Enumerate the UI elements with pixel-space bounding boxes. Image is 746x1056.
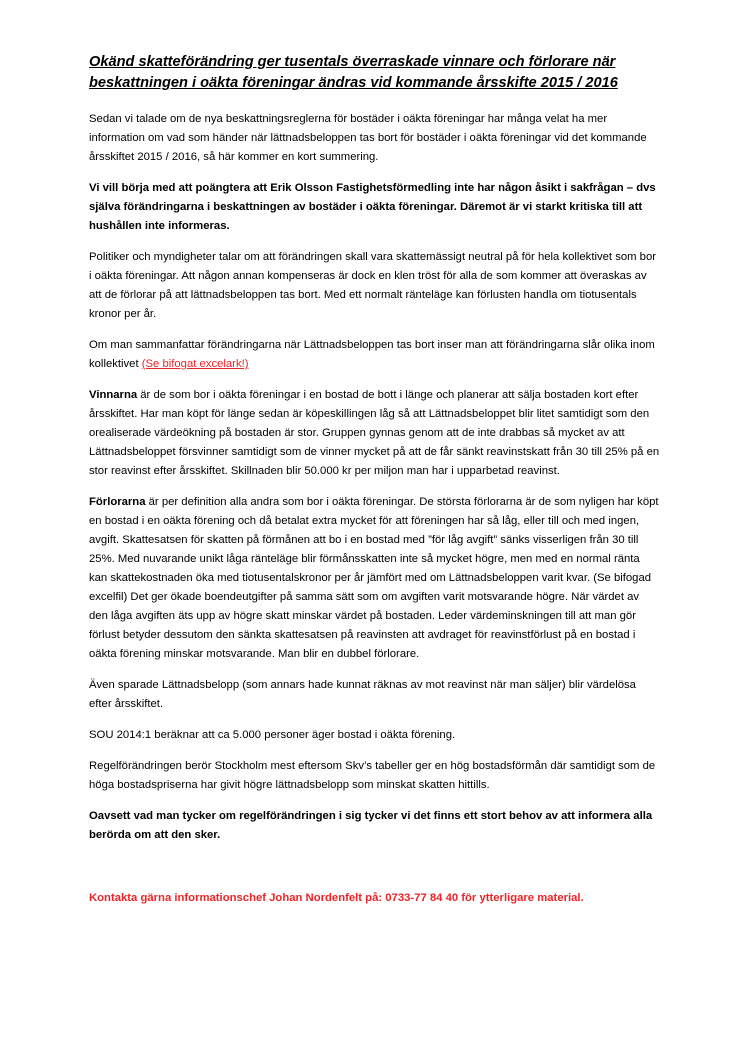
losers-heading: Förlorarna [89, 496, 146, 508]
document-title: Okänd skatteförändring ger tusentals överraskade vinnare och förlorare när beskattningen i oäkta föreningar ändras vid kommande årsskifte 2015 / 2016 [89, 54, 618, 91]
paragraph-summary [89, 336, 660, 374]
paragraph-politicians: Politiker och myndigheter talar om att förändringen skall vara skattemässigt neutral på för hela kollektivet som bor i oäkta föreningar. Att någon annan kompenseras är dock en klen tröst för alla de som kommer att överaskas av att de förlorar på att lättnadsbeloppen tas bort. Med ett normalt ränteläge kan förlusten handla om tiotusentals kronor per år. [89, 251, 656, 320]
paragraph-conclusion: Oavsett vad man tycker om regelförändringen i sig tycker vi det finns ett stort behov av att informera alla berörda om att den sker. [89, 810, 653, 841]
paragraph-intro: Sedan vi talade om de nya beskattningsreglerna för bostäder i oäkta föreningar har många velat ha mer information om vad som händer när lättnadsbeloppen tas bort för bostäder i oäkta föreningar vid det kommande årsskiftet 2015 / 2016, så här kommer en kort summering. [89, 113, 647, 163]
paragraph-saved-amounts: Även sparade Lättnadsbelopp (som annars hade kunnat räknas av mot reavinst när man säljer) blir värdelösa efter årsskiftet. [89, 679, 636, 710]
paragraph-winners [89, 386, 660, 481]
losers-text: är per definition alla andra som bor i oäkta föreningar. De största förlorarna är de som nyligen har köpt en bostad i en oäkta förening och då betalat extra mycket för att föreningen har så låg, eller till och med ingen, avgift. Skattesatsen för skatten på förmånen att bo i en bostad med ”för låg avgift” sänks visserligen från 30 till 25%. Med nuvarande unikt låga ränteläge blir förmånsskatten inte så mycket högre, men med en normal ränta kan skattekostnaden öka med tiotusentalskronor per år jämfört med om Lättnadsbeloppen varit kvar. (Se bifogad excelfil) Det ger ökade boendeutgifter på samma sätt som om avgiften varit motsvarande högre. När värdet av den låga avgiften äts upp av högre skatt minskar värdet på bostaden. Leder värdeminskningen till att man gör förlust betyder dessutom den sänkta skattesatsen på reavinsten att avdraget för reavinstförlust på en bostad i oäkta förening minskar motsvarande. Man blir en dubbel förlorare. [89, 496, 659, 660]
paragraph-sou: SOU 2014:1 beräknar att ca 5.000 personer äger bostad i oäkta förening. [89, 729, 456, 741]
contact-line: Kontakta gärna informationschef Johan Nordenfelt på: 0733-77 84 40 för ytterligare material. [89, 892, 584, 904]
paragraph-losers [89, 493, 660, 664]
paragraph-stockholm: Regelförändringen berör Stockholm mest eftersom Skv’s tabeller ger en hög bostadsförmån där samtidigt som de höga bostadspriserna har givit högre lättnadsbelopp som minskat skatten hittills. [89, 760, 656, 791]
summary-text: Om man sammanfattar förändringarna när Lättnadsbeloppen tas bort inser man att förändringarna slår olika inom kollektivet [89, 339, 655, 370]
spacer [89, 857, 660, 889]
winners-heading: Vinnarna [89, 389, 138, 401]
paragraph-position-statement: Vi vill börja med att poängtera att Erik Olsson Fastighetsförmedling inte har någon åsikt i sakfrågan – dvs själva förändringarna i beskattningen av bostäder i oäkta föreningar. Däremot är vi starkt kritiska till att hushållen inte informeras. [89, 182, 656, 232]
excel-attachment-link[interactable]: (Se bifogat excelark!) [141, 358, 249, 370]
winners-text: är de som bor i oäkta föreningar i en bostad de bott i länge och planerar att sälja bostaden kort efter årsskiftet. Har man köpt för länge sedan är köpeskillingen låg så att Lättnadsbeloppet blir litet samtidigt som den orealiserade värdeökning på bostaden är stor. Gruppen gynnas genom att de inte drabbas så mycket av att Lättnadsbeloppet försvinner samtidigt som de vinner mycket på att de får sänkt reavinstskatt från 30 till 25% på en stor reavinst efter årsskiftet. Skillnaden blir 50.000 kr per miljon man har i upparbetad reavinst. [89, 389, 660, 477]
